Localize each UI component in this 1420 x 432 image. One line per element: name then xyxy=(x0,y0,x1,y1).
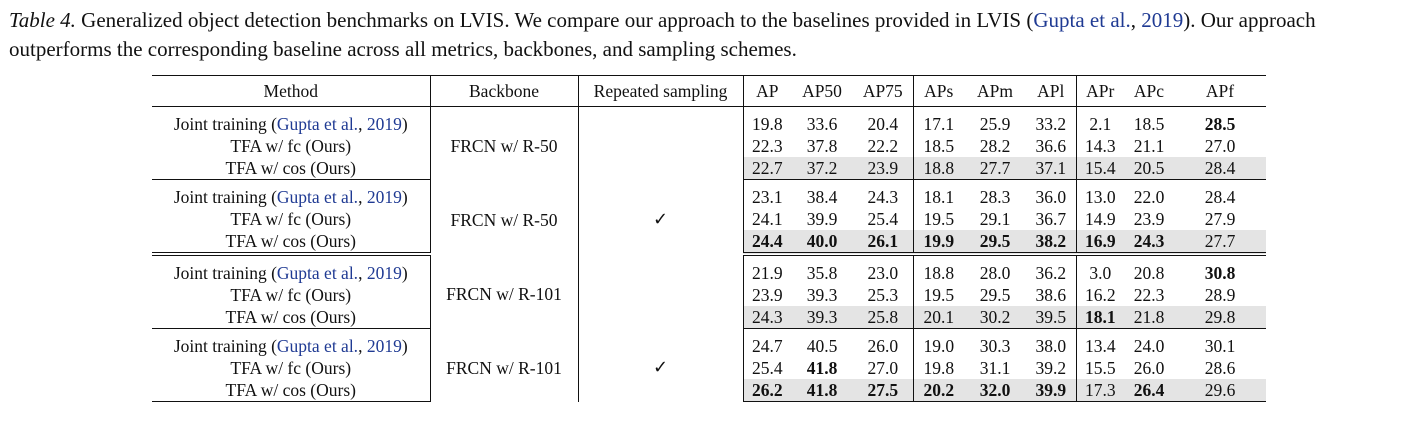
aps-value: 18.5 xyxy=(923,136,955,156)
apm-value: 27.7 xyxy=(964,157,1026,180)
ap50-value: 35.8 xyxy=(806,263,838,283)
ap75-value: 20.4 xyxy=(853,107,913,136)
header-ap50: AP50 xyxy=(791,76,853,107)
apf-value: 28.4 xyxy=(1174,157,1266,180)
results-table xyxy=(152,75,1266,402)
apl-value: 38.2 xyxy=(1026,230,1076,254)
apm-value: 31.1 xyxy=(979,358,1011,378)
ap50-value: 39.3 xyxy=(791,306,853,329)
apm-value: 29.5 xyxy=(964,230,1026,254)
apl-value: 36.7 xyxy=(1026,208,1076,230)
apc-value: 26.4 xyxy=(1124,379,1174,402)
caption-text-after: ). Our approach outperforms the corresponding baseline across all metrics, backbones, and sampling schemes. xyxy=(9,8,1316,61)
backbone-cell: FRCN w/ R-50 xyxy=(430,180,578,255)
apc-value: 22.3 xyxy=(1133,285,1165,305)
apr-value: 15.4 xyxy=(1076,157,1124,180)
apr-value: 16.2 xyxy=(1084,285,1116,305)
method-text: Joint training ( xyxy=(173,114,277,134)
apc-value: 21.8 xyxy=(1124,306,1174,329)
ap-value: 24.1 xyxy=(751,209,783,229)
caption-text-before: Generalized object detection benchmarks on LVIS. We compare our approach to the baselines provided in LVIS ( xyxy=(75,8,1034,32)
table-group-r101 xyxy=(152,254,1266,329)
apc-value: 21.1 xyxy=(1133,136,1165,156)
apm-value: 28.0 xyxy=(979,263,1011,283)
method-cell xyxy=(152,107,430,136)
apf-value: 30.1 xyxy=(1204,336,1236,356)
aps-value: 20.1 xyxy=(913,306,964,329)
apf-value: 28.4 xyxy=(1204,187,1236,207)
header-method: Method xyxy=(152,76,430,107)
method-cell: TFA w/ fc (Ours) xyxy=(152,284,430,306)
ap75-value: 22.2 xyxy=(853,135,913,157)
table-caption xyxy=(9,6,1413,64)
checkmark-icon: ✓ xyxy=(578,329,743,402)
ap50-value: 40.5 xyxy=(806,336,838,356)
ap-value: 24.4 xyxy=(743,230,791,254)
header-ap: AP xyxy=(743,76,791,107)
caption-label: Table 4. xyxy=(9,8,76,32)
header-apm: APm xyxy=(964,76,1026,107)
caption-citation-authors[interactable]: Gupta et al. xyxy=(1033,8,1131,32)
ap50-value: 37.8 xyxy=(806,136,838,156)
apr-value: 3.0 xyxy=(1089,263,1112,283)
ap75-value: 25.4 xyxy=(853,208,913,230)
ap-value: 22.3 xyxy=(751,136,783,156)
ap-value: 22.7 xyxy=(743,157,791,180)
apf-value: 27.9 xyxy=(1204,209,1236,229)
citation-sep: , xyxy=(358,114,367,134)
aps-value: 18.8 xyxy=(923,263,955,283)
table-row xyxy=(152,107,1266,136)
method-text: Joint training ( xyxy=(173,336,277,356)
ap75-value: 24.3 xyxy=(853,180,913,209)
apl-value: 37.1 xyxy=(1026,157,1076,180)
apr-value: 16.9 xyxy=(1076,230,1124,254)
apr-value: 17.3 xyxy=(1076,379,1124,402)
method-cell xyxy=(152,329,430,358)
ap75-value: 23.9 xyxy=(853,157,913,180)
backbone-cell: FRCN w/ R-50 xyxy=(430,107,578,180)
header-row xyxy=(152,76,1266,107)
apl-value: 38.0 xyxy=(1026,329,1076,358)
citation-year-link[interactable]: 2019 xyxy=(366,336,402,356)
method-cell xyxy=(152,180,430,209)
apf-value: 29.6 xyxy=(1174,379,1266,402)
ap-value: 24.7 xyxy=(751,336,783,356)
apl-value: 39.9 xyxy=(1026,379,1076,402)
aps-value: 19.5 xyxy=(923,209,955,229)
apr-value: 18.1 xyxy=(1076,306,1124,329)
method-text-end: ) xyxy=(401,263,408,283)
repeated-sampling-cell xyxy=(578,107,743,180)
caption-citation-sep: , xyxy=(1130,8,1142,32)
table-group-r50 xyxy=(152,107,1266,180)
aps-value: 19.9 xyxy=(913,230,964,254)
checkmark-icon: ✓ xyxy=(578,180,743,255)
ap75-value: 26.1 xyxy=(853,230,913,254)
apm-value: 32.0 xyxy=(964,379,1026,402)
header-backbone: Backbone xyxy=(430,76,578,107)
ap50-value: 39.9 xyxy=(806,209,838,229)
citation-authors-link[interactable]: Gupta et al. xyxy=(276,187,359,207)
apm-value: 30.3 xyxy=(979,336,1011,356)
ap75-value: 27.5 xyxy=(853,379,913,402)
method-text-end: ) xyxy=(401,114,408,134)
apl-value: 39.5 xyxy=(1026,306,1076,329)
apl-value: 38.6 xyxy=(1026,284,1076,306)
method-cell: TFA w/ cos (Ours) xyxy=(152,157,430,180)
ap-value: 19.8 xyxy=(751,114,783,134)
table-row xyxy=(152,254,1266,284)
apr-value: 15.5 xyxy=(1084,358,1116,378)
apc-value: 20.5 xyxy=(1124,157,1174,180)
ap-value: 23.9 xyxy=(751,285,783,305)
backbone-cell: FRCN w/ R-101 xyxy=(430,254,578,329)
ap75-value: 26.0 xyxy=(853,329,913,358)
apl-value: 33.2 xyxy=(1026,107,1076,136)
header-ap75: AP75 xyxy=(853,76,913,107)
citation-sep: , xyxy=(358,187,367,207)
apl-value: 36.6 xyxy=(1026,135,1076,157)
citation-year-link[interactable]: 2019 xyxy=(366,263,402,283)
ap50-value: 41.8 xyxy=(791,379,853,402)
method-text: Joint training ( xyxy=(173,263,277,283)
apf-value: 28.9 xyxy=(1204,285,1236,305)
ap75-value: 25.3 xyxy=(853,284,913,306)
aps-value: 18.8 xyxy=(913,157,964,180)
ap50-value: 37.2 xyxy=(791,157,853,180)
caption-citation-year[interactable]: 2019 xyxy=(1141,8,1184,32)
method-cell: TFA w/ cos (Ours) xyxy=(152,306,430,329)
repeated-sampling-cell xyxy=(578,254,743,329)
ap-value: 24.3 xyxy=(743,306,791,329)
ap50-value: 40.0 xyxy=(791,230,853,254)
apc-value: 24.3 xyxy=(1124,230,1174,254)
apc-value: 20.8 xyxy=(1133,263,1165,283)
results-table-container xyxy=(152,75,1266,402)
citation-authors-link[interactable]: Gupta et al. xyxy=(276,263,359,283)
header-apr: APr xyxy=(1076,76,1124,107)
ap-value: 25.4 xyxy=(751,358,783,378)
header-aps: APs xyxy=(913,76,964,107)
citation-authors-link[interactable]: Gupta et al. xyxy=(276,336,359,356)
apr-value: 14.3 xyxy=(1084,136,1116,156)
ap75-value: 25.8 xyxy=(853,306,913,329)
apr-value: 2.1 xyxy=(1089,114,1112,134)
header-apc: APc xyxy=(1124,76,1174,107)
apf-value: 28.6 xyxy=(1204,358,1236,378)
apf-value: 27.0 xyxy=(1204,136,1236,156)
apm-value: 30.2 xyxy=(964,306,1026,329)
method-cell: TFA w/ fc (Ours) xyxy=(152,208,430,230)
citation-year-link[interactable]: 2019 xyxy=(366,114,402,134)
backbone-cell: FRCN w/ R-101 xyxy=(430,329,578,402)
method-cell: TFA w/ cos (Ours) xyxy=(152,379,430,402)
apc-value: 26.0 xyxy=(1133,358,1165,378)
apm-value: 29.1 xyxy=(979,209,1011,229)
aps-value: 20.2 xyxy=(913,379,964,402)
apm-value: 25.9 xyxy=(979,114,1011,134)
apl-value: 36.0 xyxy=(1026,180,1076,209)
apf-value: 27.7 xyxy=(1174,230,1266,254)
method-text-end: ) xyxy=(401,336,408,356)
method-cell: TFA w/ fc (Ours) xyxy=(152,357,430,379)
ap75-value: 27.0 xyxy=(853,357,913,379)
ap50-value: 39.3 xyxy=(806,285,838,305)
citation-authors-link[interactable]: Gupta et al. xyxy=(276,114,359,134)
aps-value: 19.0 xyxy=(923,336,955,356)
apc-value: 22.0 xyxy=(1133,187,1165,207)
apr-value: 13.0 xyxy=(1084,187,1116,207)
citation-sep: , xyxy=(358,263,367,283)
ap50-value: 41.8 xyxy=(806,358,838,378)
apm-value: 28.3 xyxy=(979,187,1011,207)
method-text: Joint training ( xyxy=(173,187,277,207)
method-text-end: ) xyxy=(401,187,408,207)
ap-value: 26.2 xyxy=(743,379,791,402)
apf-value: 28.5 xyxy=(1204,114,1236,134)
apf-value: 29.8 xyxy=(1174,306,1266,329)
apl-value: 39.2 xyxy=(1026,357,1076,379)
table-group-r101-repeated xyxy=(152,329,1266,402)
table-group-r50-repeated xyxy=(152,180,1266,255)
citation-sep: , xyxy=(358,336,367,356)
header-repeated-sampling: Repeated sampling xyxy=(578,76,743,107)
apc-value: 24.0 xyxy=(1133,336,1165,356)
aps-value: 18.1 xyxy=(923,187,955,207)
header-apl: APl xyxy=(1026,76,1076,107)
table-row xyxy=(152,329,1266,358)
ap75-value: 23.0 xyxy=(853,254,913,284)
method-cell: TFA w/ cos (Ours) xyxy=(152,230,430,254)
apm-value: 28.2 xyxy=(979,136,1011,156)
apl-value: 36.2 xyxy=(1026,254,1076,284)
ap50-value: 33.6 xyxy=(806,114,838,134)
apm-value: 29.5 xyxy=(979,285,1011,305)
apr-value: 14.9 xyxy=(1084,209,1116,229)
citation-year-link[interactable]: 2019 xyxy=(366,187,402,207)
method-cell: TFA w/ fc (Ours) xyxy=(152,135,430,157)
ap-value: 23.1 xyxy=(751,187,783,207)
aps-value: 19.8 xyxy=(923,358,955,378)
apc-value: 23.9 xyxy=(1133,209,1165,229)
method-cell xyxy=(152,254,430,284)
aps-value: 17.1 xyxy=(923,114,955,134)
apf-value: 30.8 xyxy=(1204,263,1236,283)
apc-value: 18.5 xyxy=(1133,114,1165,134)
ap-value: 21.9 xyxy=(751,263,783,283)
apr-value: 13.4 xyxy=(1084,336,1116,356)
table-row xyxy=(152,180,1266,209)
ap50-value: 38.4 xyxy=(806,187,838,207)
header-apf: APf xyxy=(1174,76,1266,107)
aps-value: 19.5 xyxy=(923,285,955,305)
